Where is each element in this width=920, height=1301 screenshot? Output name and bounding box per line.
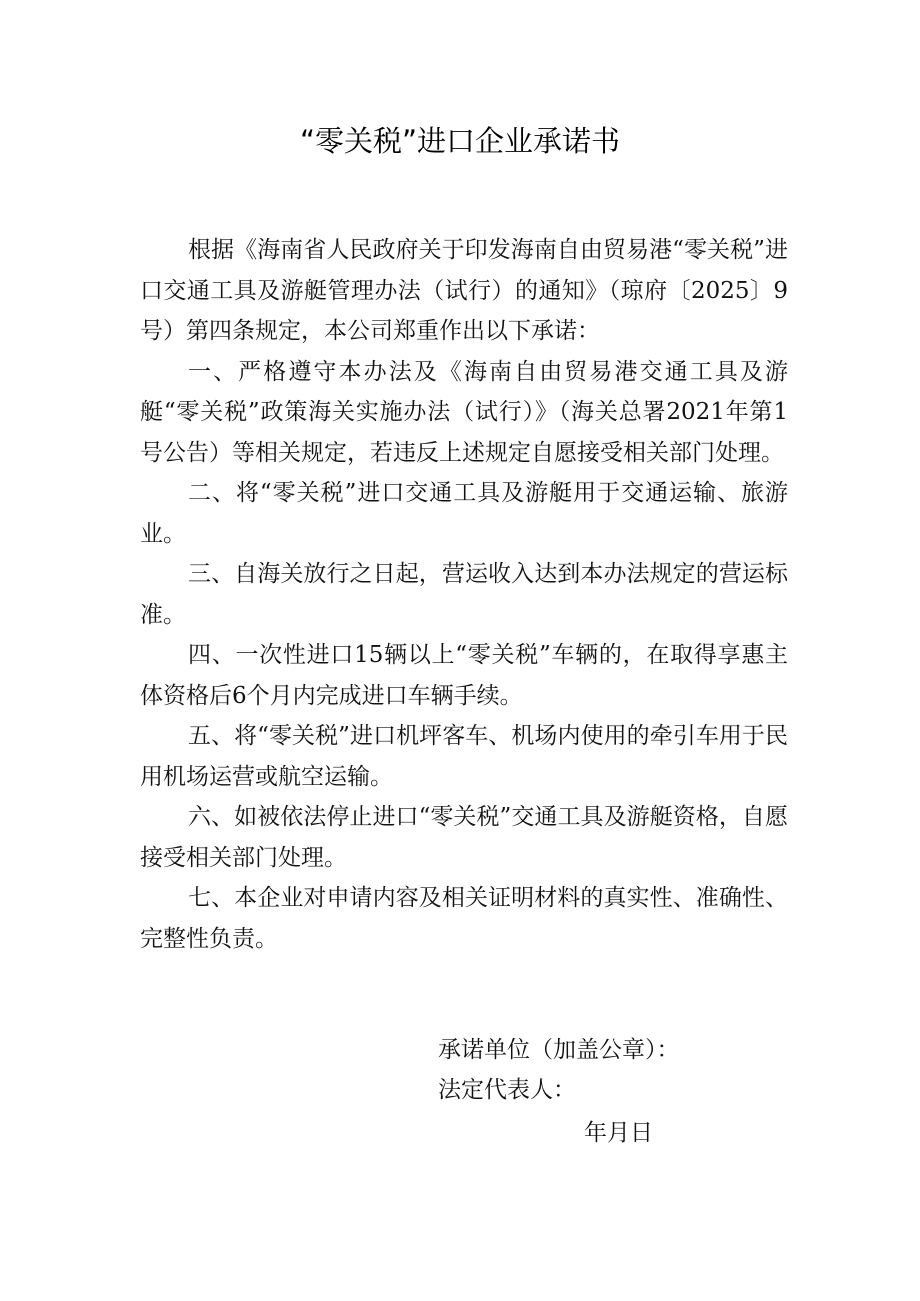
committing-unit-label: 承诺单位（加盖公章）： [438,1037,680,1063]
commitment-item-6: 六、如被依法停止进口“零关税”交通工具及游艇资格，自愿接受相关部门处理。 [140,804,788,871]
date-label: 年月日 [584,1120,653,1146]
commitment-item-1: 一、严格遵守本办法及《海南自由贸易港交通工具及游艇“零关税”政策海关实施办法（试行）》（海关总署2021年第1号公告）等相关规定，若违反上述规定自愿接受相关部门处理。 [140,358,788,466]
signature-block [438,1030,788,1153]
legal-representative-label: 法定代表人： [438,1077,576,1103]
document-title: “零关税”进口企业承诺书 [299,124,621,158]
commitment-item-4: 四、一次性进口15辆以上“零关税”车辆的，在取得享惠主体资格后6个月内完成进口车辆手续。 [140,642,788,709]
commitment-item-5: 五、将“零关税”进口机坪客车、机场内使用的牵引车用于民用机场运营或航空运输。 [140,723,788,790]
commitment-item-2: 二、将“零关税”进口交通工具及游艇用于交通运输、旅游业。 [140,480,788,547]
commitment-item-3: 三、自海关放行之日起，营运收入达到本办法规定的营运标准。 [140,561,788,628]
document-body [140,230,788,959]
intro-paragraph: 根据《海南省人民政府关于印发海南自由贸易港“零关税”进口交通工具及游艇管理办法（试行）的通知》（琼府〔2025〕9号）第四条规定，本公司郑重作出以下承诺： [140,237,788,344]
commitment-item-7: 七、本企业对申请内容及相关证明材料的真实性、准确性、完整性负责。 [140,885,788,952]
